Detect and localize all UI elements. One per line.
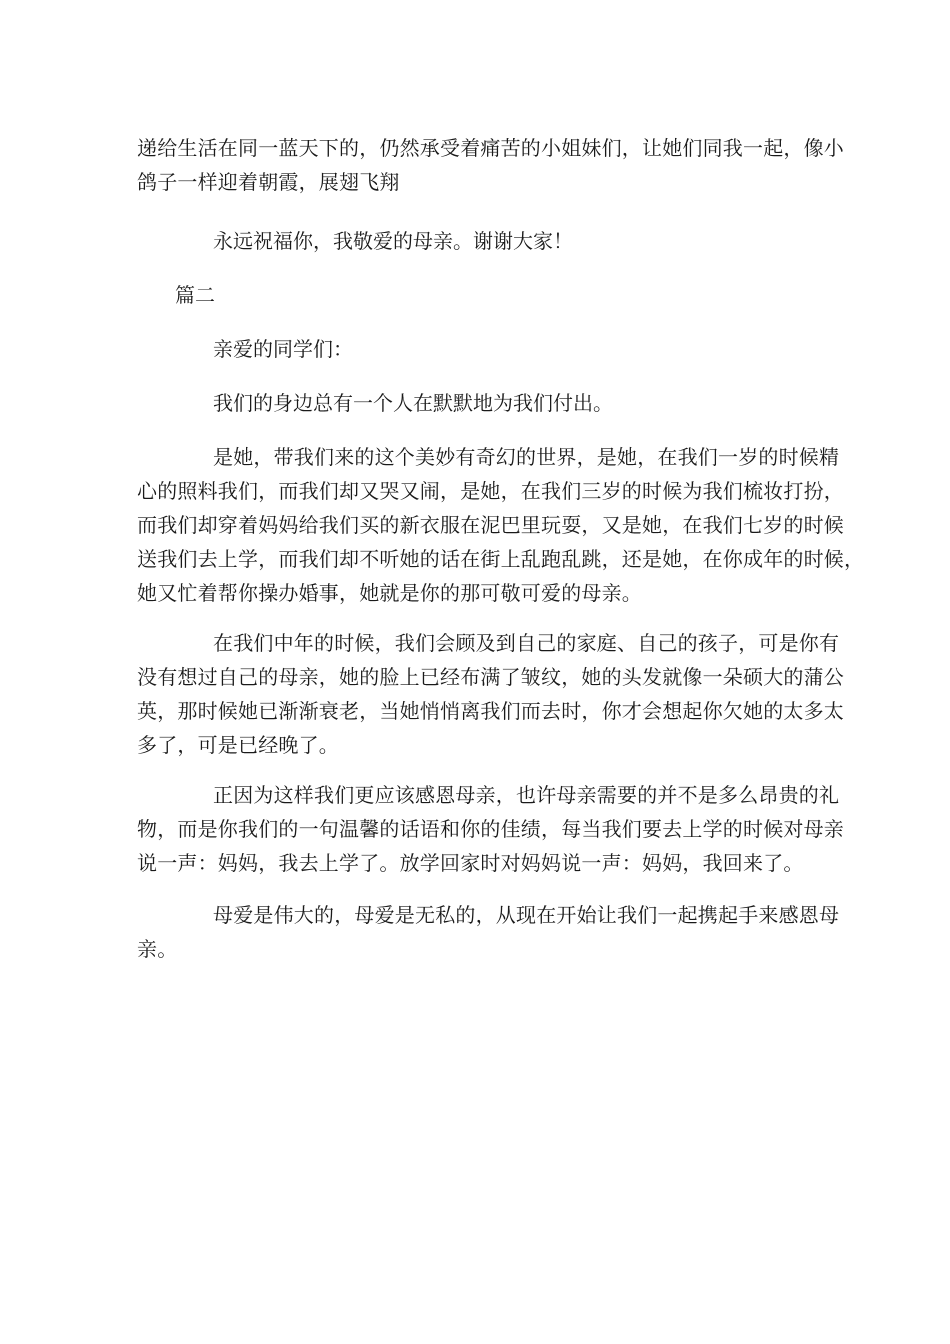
text-line: 说一声：妈妈，我去上学了。放学回家时对妈妈说一声：妈妈，我回来了。: [137, 851, 804, 875]
paragraph-continued: [137, 131, 844, 199]
text-line: 英，那时候她已渐渐衰老，当她悄悄离我们而去时，你才会想起你欠她的太多太: [137, 699, 844, 723]
section-title: 篇二: [175, 283, 215, 307]
paragraph-she: [137, 440, 865, 610]
text-line: 送我们去上学，而我们却不听她的话在街上乱跑乱跳，还是她，在你成年的时候，: [137, 547, 865, 571]
paragraph-conclusion: [137, 898, 840, 966]
text-line: 母爱是伟大的，母爱是无私的，从现在开始让我们一起携起手来感恩母: [213, 903, 840, 927]
salutation: 亲爱的同学们：: [213, 337, 353, 361]
paragraph-intro: 我们的身边总有一个人在默默地为我们付出。: [213, 391, 613, 415]
text-line: 没有想过自己的母亲，她的脸上已经布满了皱纹，她的头发就像一朵硕大的蒲公: [137, 665, 844, 689]
text-line: 多了，可是已经晚了。: [137, 733, 339, 757]
paragraph-middle-age: [137, 626, 844, 762]
text-line: 她又忙着帮你操办婚事，她就是你的那可敬可爱的母亲。: [137, 581, 642, 605]
closing-line: 永远祝福你，我敬爱的母亲。谢谢大家！: [213, 229, 573, 253]
text-line: 心的照料我们，而我们却又哭又闹，是她，在我们三岁的时候为我们梳妆打扮，: [137, 479, 844, 503]
text-line: 是她，带我们来的这个美妙有奇幻的世界，是她，在我们一岁的时候精: [213, 445, 840, 469]
text-line: 鸽子一样迎着朝霞，展翅飞翔: [137, 170, 400, 194]
text-line: 正因为这样我们更应该感恩母亲，也许母亲需要的并不是多么昂贵的礼: [213, 783, 840, 807]
text-line: 而我们却穿着妈妈给我们买的新衣服在泥巴里玩耍，又是她，在我们七岁的时候: [137, 513, 844, 537]
text-line: 亲。: [137, 937, 178, 961]
text-line: 递给生活在同一蓝天下的，仍然承受着痛苦的小姐妹们，让她们同我一起，像小: [137, 136, 844, 160]
text-line: 物，而是你我们的一句温馨的话语和你的佳绩，每当我们要去上学的时候对母亲: [137, 817, 844, 841]
text-line: 在我们中年的时候，我们会顾及到自己的家庭、自己的孩子，可是你有: [213, 631, 840, 655]
paragraph-gratitude: [137, 778, 844, 880]
